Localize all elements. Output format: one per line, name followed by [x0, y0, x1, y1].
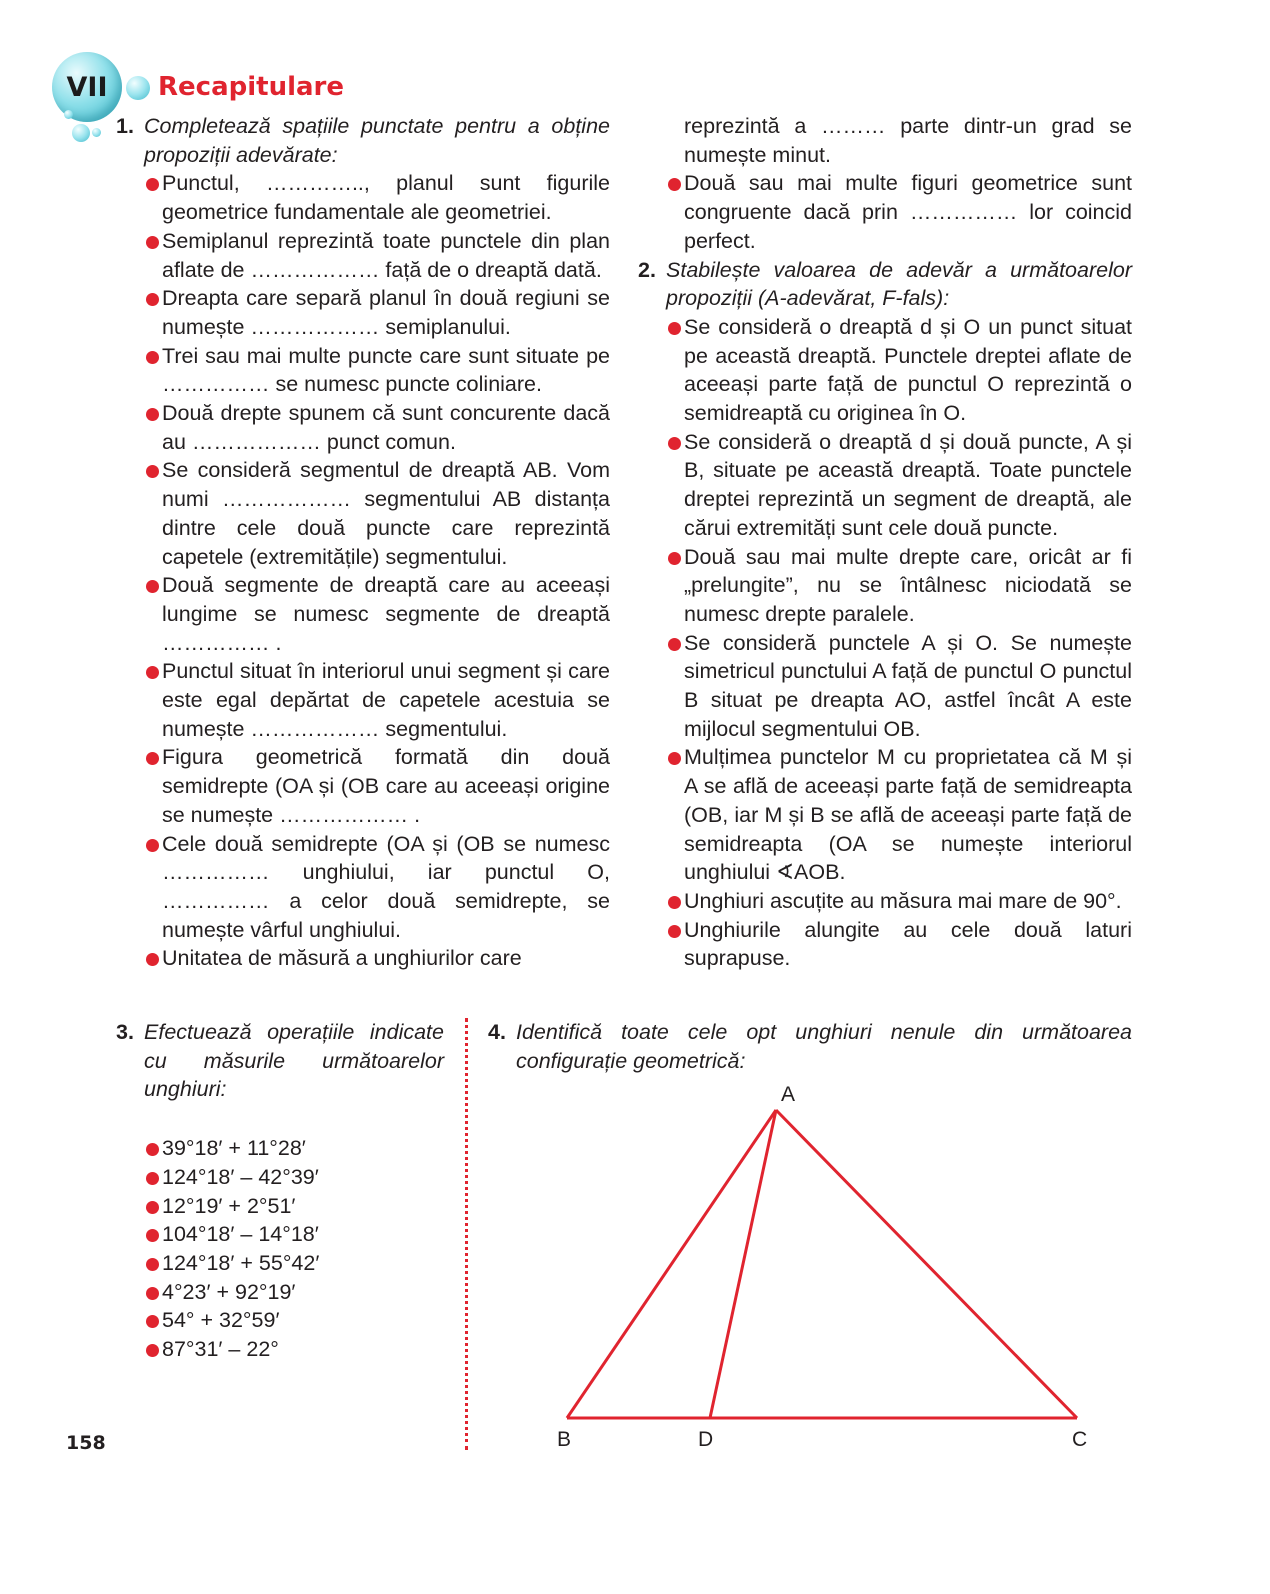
list-item: Mulțimea punctelor M cu proprietatea că M și A se află de aceeași parte față de semidreapta (OB, iar M și B se află de aceeași parte față de semidreapta (OA se numește interiorul unghiului ∢AOB. [638, 743, 1132, 887]
column-divider [465, 1018, 468, 1450]
list-item: Se consideră segmentul de dreaptă AB. Vom numi ……………… segmentului AB distanța dintre cele două puncte care reprezintă capetele (extremitățile) segmentului. [116, 456, 610, 571]
exercise-1-prompt: Completează spațiile punctate pentru a obține propoziții adevărate: [144, 114, 610, 167]
list-item-continuation: reprezintă a ……… parte dintr-un grad se numește minut. [684, 114, 1132, 167]
exercise-4-prompt: Identifică toate cele opt unghiuri nenule din următoarea configurație geometrică: [516, 1020, 1132, 1073]
list-item: Punctul situat în interiorul unui segment și care este egal depărtat de capetele acestuia se numește ……………… segmentului. [116, 657, 610, 743]
list-item: Două segmente de dreaptă care au aceeași lungime se numesc segmente de dreaptă …………… . [116, 571, 610, 657]
page-number: 158 [66, 1432, 106, 1454]
list-item: Se consideră punctele A și O. Se numește simetricul punctului A față de punctul O punctul B situat pe dreapta AO, astfel încât A este mijlocul segmentului OB. [638, 629, 1132, 744]
vertex-label-d: D [698, 1428, 714, 1451]
list-item: Unghiuri ascuțite au măsura mai mare de 90°. [638, 887, 1132, 916]
unit-badge: VII [52, 52, 122, 122]
bubble-decoration-icon [126, 76, 150, 100]
exercise-2-number: 2. [638, 257, 656, 282]
exercise-1-number: 1. [116, 114, 134, 138]
vertex-label-c: C [1072, 1428, 1088, 1451]
list-item: 124°18′ + 55°42′ [116, 1249, 444, 1278]
page-title: Recapitulare [158, 72, 344, 102]
vertex-label-a: A [781, 1083, 796, 1106]
list-item: 12°19′ + 2°51′ [116, 1192, 444, 1221]
list-item: 104°18′ – 14°18′ [116, 1220, 444, 1249]
exercise-3-header [116, 1018, 444, 1104]
bubble-decoration-icon [72, 124, 90, 142]
bubble-decoration-icon [64, 110, 73, 119]
list-item: Două sau mai multe drepte care, oricât ar fi „prelungite”, nu se întâlnesc niciodată se numesc drepte paralele. [638, 543, 1132, 629]
list-item: 54° + 32°59′ [116, 1306, 444, 1335]
segment-ac [776, 1110, 1077, 1418]
exercise-4 [488, 1018, 1132, 1075]
segment-ab [567, 1110, 776, 1418]
triangle-figure [540, 1080, 1120, 1460]
exercise-1-header [116, 112, 610, 169]
exercise-3 [116, 1018, 444, 1364]
list-item: Dreapta care separă planul în două regiuni se numește ……………… semiplanului. [116, 284, 610, 341]
list-item: Figura geometrică formată din două semidrepte (OA și (OB care au aceeași origine se numește ……………… . [116, 743, 610, 829]
list-item: 39°18′ + 11°28′ [116, 1134, 444, 1163]
triangle-lines [567, 1110, 1077, 1418]
exercise-3-items [116, 1134, 444, 1364]
list-item: Două drepte spunem că sunt concurente dacă au ……………… punct comun. [116, 399, 610, 456]
list-item: Cele două semidrepte (OA și (OB se numesc …………… unghiului, iar punctul O, …………… a celor două semidrepte, se numește vârful unghiului. [116, 830, 610, 945]
list-item: 124°18′ – 42°39′ [116, 1163, 444, 1192]
list-item: Se consideră o dreaptă d și O un punct situat pe această dreaptă. Punctele dreptei aflate de aceeași parte față de punctul O reprezintă o semidreaptă cu originea în O. [638, 313, 1132, 428]
left-column [116, 112, 610, 973]
list-item: Unitatea de măsură a unghiurilor care [116, 944, 610, 973]
list-item: Unghiurile alungite au cele două laturi suprapuse. [638, 916, 1132, 973]
exercise-3-number: 3. [116, 1020, 134, 1044]
exercise-4-number: 4. [488, 1020, 506, 1044]
exercise-4-header [488, 1018, 1132, 1075]
exercise-1-items [116, 169, 610, 973]
exercise-2-prompt: Stabilește valoarea de adevăr a următoarelor propoziții (A-adevărat, F-fals): [666, 257, 1132, 311]
list-item: Două sau mai multe figuri geometrice sunt congruente dacă prin …………… lor coincid perfect. [638, 169, 1132, 255]
list-item: Trei sau mai multe puncte care sunt situate pe …………… se numesc puncte coliniare. [116, 342, 610, 399]
right-column [638, 112, 1132, 973]
exercise-2-header [638, 256, 1132, 313]
list-item: 87°31′ – 22° [116, 1335, 444, 1364]
list-item: Punctul, ………….., planul sunt figurile geometrice fundamentale ale geometriei. [116, 169, 610, 226]
exercise-2-items [638, 313, 1132, 973]
list-item: 4°23′ + 92°19′ [116, 1278, 444, 1307]
exercise-1-items-continued [638, 169, 1132, 255]
exercise-3-prompt: Efectuează operațiile indicate cu măsurile următoarelor unghiuri: [144, 1020, 444, 1102]
bubble-decoration-icon [92, 128, 101, 137]
vertex-label-b: B [557, 1428, 572, 1451]
list-item: Se consideră o dreaptă d și două puncte, A și B, situate pe această dreaptă. Toate punctele dreptei reprezintă un segment de dreaptă, ale cărui extremități sunt cele două puncte. [638, 428, 1132, 543]
list-item: Semiplanul reprezintă toate punctele din plan aflate de ……………… față de o dreaptă dată. [116, 227, 610, 284]
